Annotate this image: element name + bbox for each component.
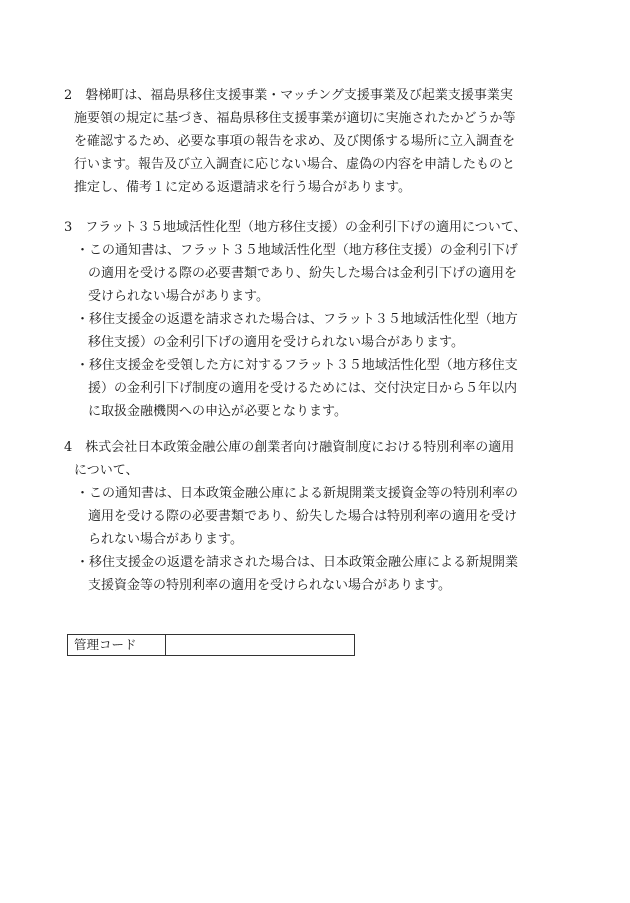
section-2-line: 2 磐梯町は、福島県移住支援事業・マッチング支援事業及び起業支援事業実 — [64, 88, 513, 103]
section-3-bullet-line: 援）の金利引下げ制度の適用を受けるためには、交付決定日から５年以内 — [88, 381, 518, 396]
section-3-bullet-line: 移住支援）の金利引下げの適用を受けられない場合があります。 — [88, 335, 464, 350]
section-4-bullet-line: ・この通知書は、日本政策金融公庫による新規開業支援資金等の特別利率の — [76, 486, 519, 501]
section-4-heading: について、 — [74, 463, 139, 478]
section-4-bullet-line: 支援資金等の特別利率の適用を受けられない場合があります。 — [88, 578, 451, 593]
section-3-heading: 3 フラット３５地域活性化型（地方移住支援）の金利引下げの適用について、 — [64, 220, 527, 235]
section-3-bullet-line: ・移住支援金の返還を請求された場合は、フラット３５地域活性化型（地方 — [76, 312, 518, 327]
section-2-line: 施要領の規定に基づき、福島県移住支援事業が適切に実施されたかどうか等 — [74, 111, 516, 126]
management-code-table — [67, 634, 355, 656]
section-4-bullet-line: られない場合があります。 — [88, 532, 243, 547]
section-2-line: 推定し、備考１に定める返還請求を行う場合があります。 — [74, 180, 411, 195]
management-code-label: 管理コード — [68, 635, 166, 655]
section-3-bullet-line: ・移住支援金を受領した方に対するフラット３５地域活性化型（地方移住支 — [76, 358, 518, 373]
section-3-bullet-line: 受けられない場合があります。 — [88, 289, 269, 304]
section-4-bullet-line: ・移住支援金の返還を請求された場合は、日本政策金融公庫による新規開業 — [76, 555, 519, 570]
section-3-bullet-line: の適用を受ける際の必要書類であり、紛失した場合は金利引下げの適用を — [88, 266, 518, 281]
section-2-line: を確認するため、必要な事項の報告を求め、及び関係する場所に立入調査を — [74, 134, 515, 149]
section-3-bullet-line: ・この通知書は、フラット３５地域活性化型（地方移住支援）の金利引下げ — [76, 243, 518, 258]
section-4-bullet-line: 適用を受ける際の必要書類であり、紛失した場合は特別利率の適用を受け — [88, 509, 518, 524]
section-3-bullet-line: に取扱金融機関への申込が必要となります。 — [88, 404, 347, 419]
section-2-line: 行います。報告及び立入調査に応じない場合、虚偽の内容を申請したものと — [74, 157, 515, 172]
management-code-value[interactable] — [166, 635, 354, 655]
section-4-heading: 4 株式会社日本政策金融公庫の創業者向け融資制度における特別利率の適用 — [64, 440, 515, 455]
